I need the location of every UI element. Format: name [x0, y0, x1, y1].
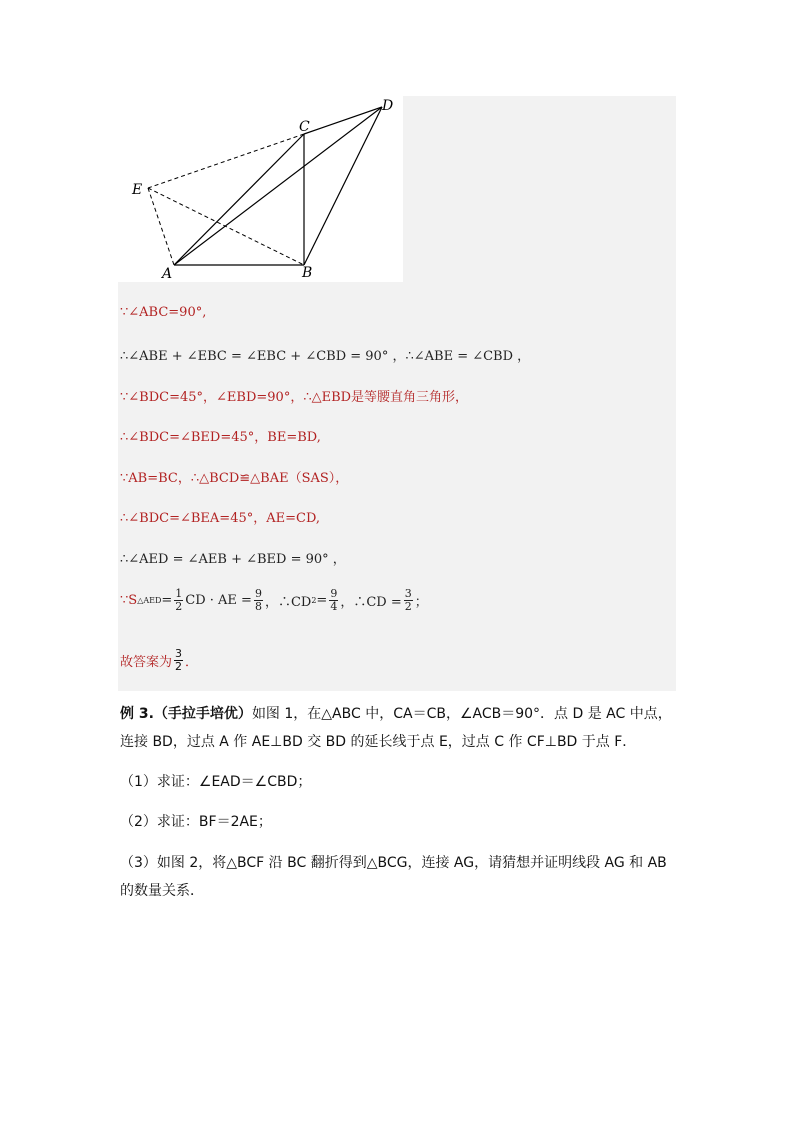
label-C: C	[299, 119, 310, 135]
geometry-figure	[118, 96, 403, 282]
solution-line-2: ∴∠ABE + ∠EBC = ∠EBC + ∠CBD = 90° ，∴∠ABE = ∠CBD ，	[120, 349, 531, 364]
solution-line-5: ∵AB=BC，∴△BCD≌△BAE（SAS），	[120, 471, 349, 486]
geometry-diagram	[118, 96, 403, 282]
label-E: E	[132, 182, 143, 198]
label-B: B	[302, 265, 313, 281]
problem-body: 如图 1，在△ABC 中，CA＝CB，∠ACB＝90°．点 D 是 AC 中点，连接 BD，过点 A 作 AE⊥BD 交 BD 的延长线于点 E，过点 C 作 CF⊥BD 于点 F．	[120, 706, 672, 750]
solution-answer: 故答案为 $\frac{3}{2}$ ．	[120, 647, 199, 674]
label-A: A	[162, 266, 173, 282]
problem-title: 例 3.（手拉手培优）	[120, 706, 252, 722]
solution-line-6: ∴∠BDC=∠BEA=45°，AE=CD,	[120, 511, 321, 526]
solution-line-1: ∵∠ABC=90°,	[120, 305, 207, 320]
problem-statement	[120, 700, 680, 756]
label-D: D	[382, 98, 394, 114]
segment-BD	[304, 107, 382, 265]
solution-line-4: ∴∠BDC=∠BED=45°，BE=BD,	[120, 430, 321, 445]
segment-EA	[148, 188, 174, 265]
question-2: （2）求证：BF＝2AE；	[120, 814, 272, 830]
segment-EC	[148, 134, 304, 188]
solution-line-8: ∵S △AED = $\frac{1}{2}$ CD · AE = $\frac{9}{8}$ ，∴CD 2 = $\frac{9}{4}$ ，∴CD = $\frac{3}{2}$ ；	[120, 587, 428, 614]
question-3: （3）如图 2，将△BCF 沿 BC 翻折得到△BCG，连接 AG，请猜想并证明线段 AG 和 AB 的数量关系．	[120, 855, 667, 899]
solution-line-7: ∴∠AED = ∠AEB + ∠BED = 90° ，	[120, 552, 346, 567]
segment-EB	[148, 188, 304, 265]
solution-line-3: ∵∠BDC=45°，∠EBD=90°，∴△EBD是等腰直角三角形，	[120, 390, 469, 405]
segment-AC	[174, 134, 304, 265]
question-1: （1）求证：∠EAD＝∠CBD；	[120, 774, 312, 790]
segment-AD	[174, 107, 382, 265]
